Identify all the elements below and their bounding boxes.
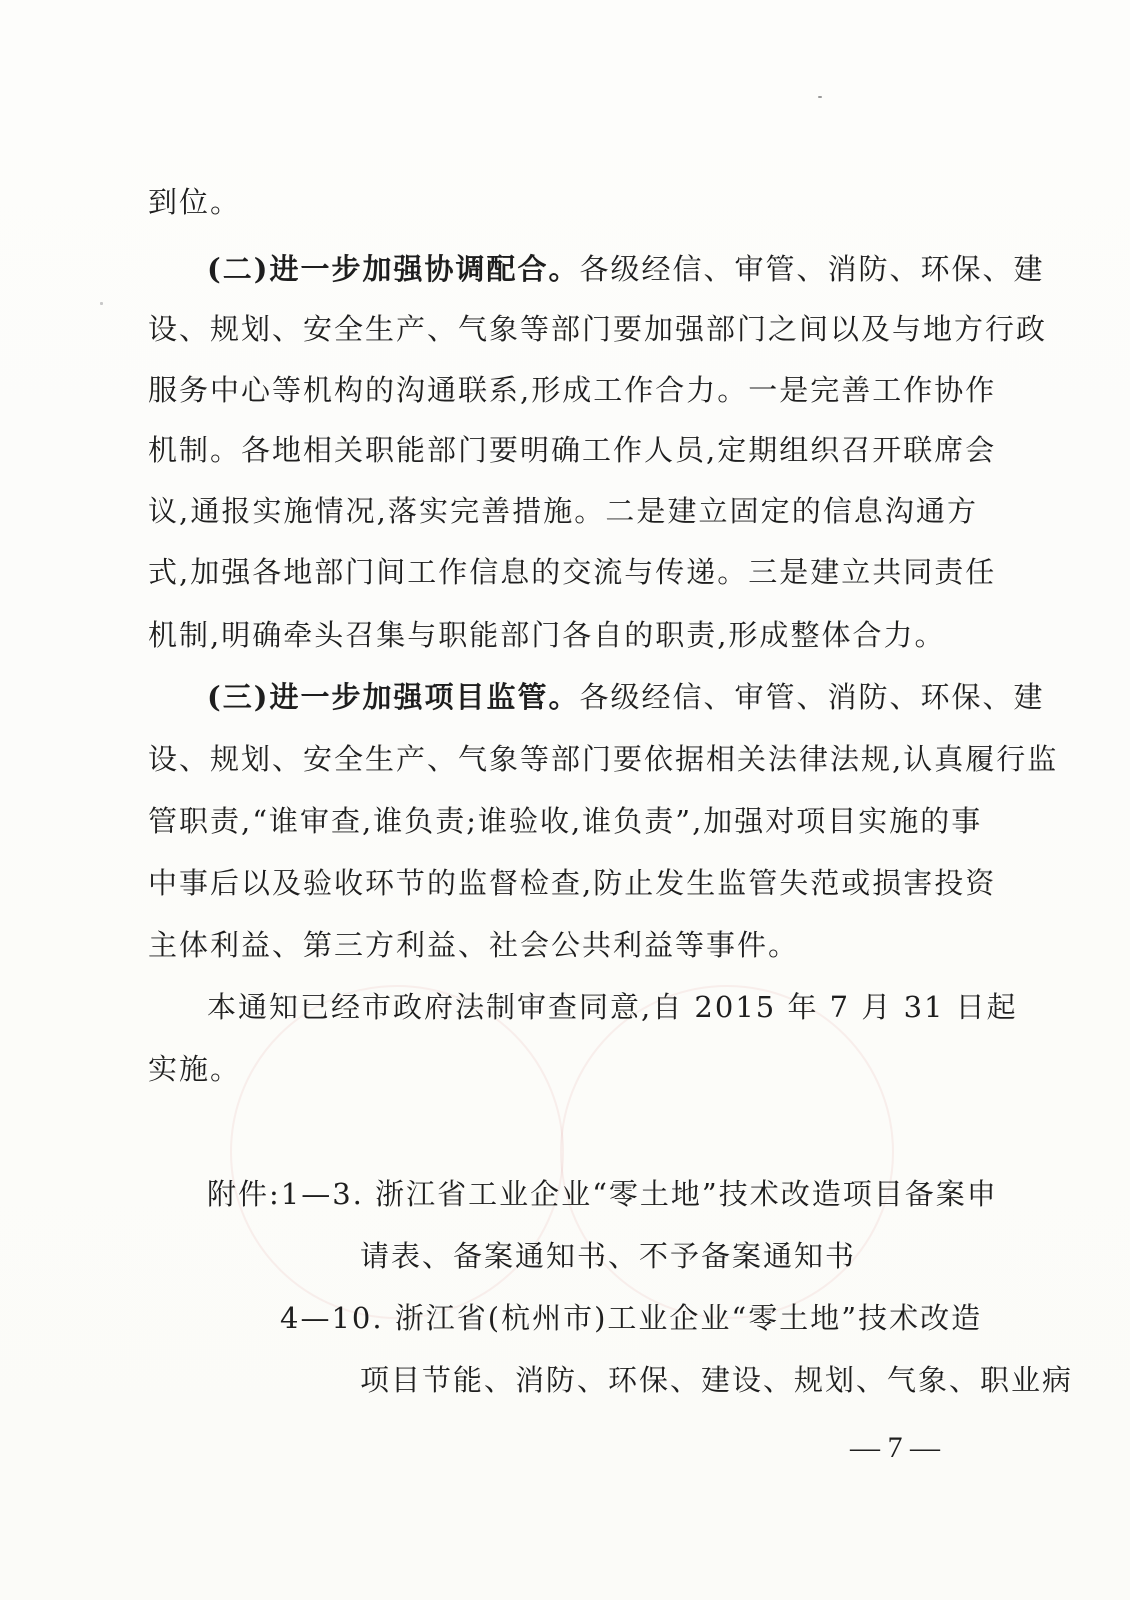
text-line: 中事后以及验收环节的监督检查,防止发生监管失范或损害投资 [148, 866, 997, 900]
text-line: 机制。各地相关职能部门要明确工作人员,定期组织召开联席会 [148, 433, 997, 467]
text-line: 主体利益、第三方利益、社会公共利益等事件。 [148, 928, 800, 962]
attachment-line: 附件:1—3. 浙江省工业企业“零土地”技术改造项目备案申 [207, 1177, 998, 1211]
text-line: 实施。 [148, 1052, 242, 1086]
text-line: (三)进一步加强项目监管。各级经信、审管、消防、环保、建 [207, 680, 1045, 714]
attachment-line: 4—10. 浙江省(杭州市)工业企业“零土地”技术改造 [280, 1301, 983, 1335]
text-line: 管职责,“谁审查,谁负责;谁验收,谁负责”,加强对项目实施的事 [148, 804, 983, 838]
text-line: 设、规划、安全生产、气象等部门要加强部门之间以及与地方行政 [148, 312, 1048, 346]
text-line: (二)进一步加强协调配合。各级经信、审管、消防、环保、建 [207, 252, 1045, 286]
scan-speck [100, 302, 103, 305]
text-line: 服务中心等机构的沟通联系,形成工作合力。一是完善工作协作 [148, 373, 997, 407]
text-line: 议,通报实施情况,落实完善措施。二是建立固定的信息沟通方 [148, 494, 978, 528]
text-line: 式,加强各地部门间工作信息的交流与传递。三是建立共同责任 [148, 555, 997, 589]
text-line: 到位。 [148, 185, 242, 219]
text-line: 设、规划、安全生产、气象等部门要依据相关法律法规,认真履行监 [148, 742, 1059, 776]
attachment-line: 项目节能、消防、环保、建设、规划、气象、职业病 [360, 1363, 1074, 1397]
text-line: 机制,明确牵头召集与职能部门各自的职责,形成整体合力。 [148, 618, 946, 652]
section-heading: (二)进一步加强协调配合。 [207, 252, 580, 286]
scan-speck [818, 96, 822, 98]
attachment-line: 请表、备案通知书、不予备案通知书 [360, 1239, 857, 1273]
page-number: — 7 — [850, 1431, 940, 1464]
section-heading: (三)进一步加强项目监管。 [207, 680, 580, 714]
text-line: 本通知已经市政府法制审查同意,自 2015 年 7 月 31 日起 [207, 990, 1018, 1024]
